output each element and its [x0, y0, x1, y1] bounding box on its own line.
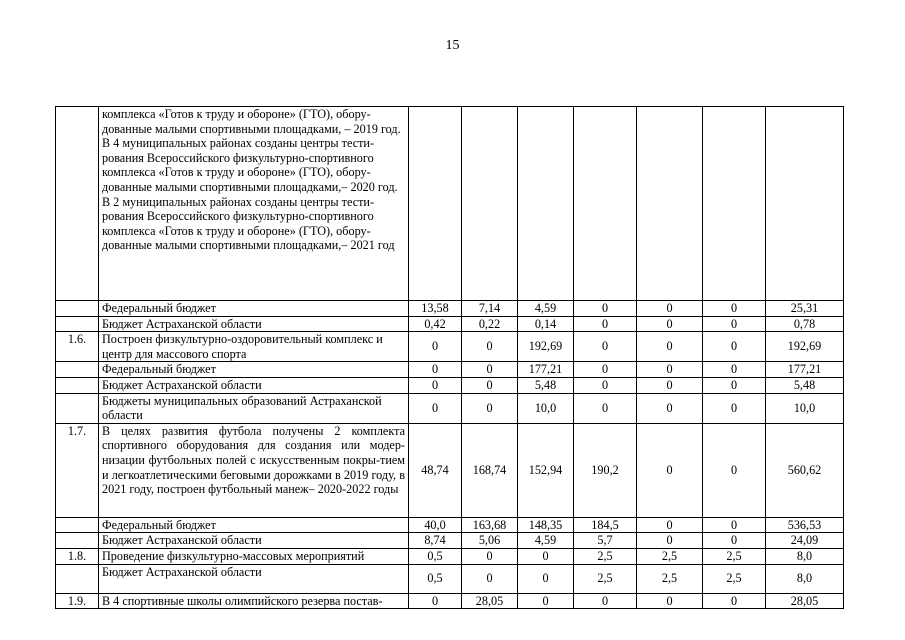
row-index — [56, 301, 99, 317]
row-index — [56, 377, 99, 393]
value-cell: 0 — [637, 377, 703, 393]
value-cell: 0 — [637, 423, 703, 517]
row-index: 1.7. — [56, 423, 99, 517]
value-cell: 0 — [703, 517, 766, 533]
value-cell: 0,78 — [766, 316, 844, 332]
value-cell: 2,5 — [574, 564, 637, 593]
value-cell: 0 — [637, 332, 703, 362]
value-cell: 0 — [703, 332, 766, 362]
value-cell: 0 — [703, 593, 766, 609]
row-description: Бюджет Астраханской области — [99, 316, 409, 332]
value-cell: 0 — [637, 316, 703, 332]
row-index: 1.9. — [56, 593, 99, 609]
table-row — [56, 332, 844, 362]
value-cell: 148,35 — [518, 517, 574, 533]
value-cell: 560,62 — [766, 423, 844, 517]
value-cell — [409, 107, 462, 301]
value-cell: 0 — [574, 377, 637, 393]
value-cell: 0,5 — [409, 548, 462, 564]
value-cell: 2,5 — [574, 548, 637, 564]
value-cell: 536,53 — [766, 517, 844, 533]
row-description: В 4 спортивные школы олимпийского резерва постав- — [99, 593, 409, 609]
value-cell: 0 — [409, 593, 462, 609]
row-index: 1.8. — [56, 548, 99, 564]
table-row — [56, 301, 844, 317]
value-cell: 0 — [462, 548, 518, 564]
value-cell: 184,5 — [574, 517, 637, 533]
table-row — [56, 423, 844, 517]
value-cell: 0 — [703, 377, 766, 393]
table-row — [56, 533, 844, 549]
value-cell: 0 — [462, 332, 518, 362]
value-cell: 0 — [637, 533, 703, 549]
value-cell: 25,31 — [766, 301, 844, 317]
value-cell: 0 — [409, 393, 462, 423]
value-cell: 0 — [574, 316, 637, 332]
value-cell: 0 — [518, 548, 574, 564]
value-cell: 177,21 — [766, 362, 844, 378]
row-index — [56, 564, 99, 593]
row-description: Построен физкультурно-оздоровительный комплекс и центр для массового спорта — [99, 332, 409, 362]
value-cell: 0 — [703, 316, 766, 332]
value-cell: 4,59 — [518, 301, 574, 317]
value-cell: 0 — [703, 301, 766, 317]
row-index — [56, 393, 99, 423]
table-row — [56, 107, 844, 301]
value-cell: 0 — [637, 593, 703, 609]
value-cell: 0,5 — [409, 564, 462, 593]
row-index: 1.6. — [56, 332, 99, 362]
value-cell: 0 — [574, 393, 637, 423]
value-cell: 0 — [574, 332, 637, 362]
row-description: Бюджет Астраханской области — [99, 564, 409, 593]
value-cell — [703, 107, 766, 301]
table-row — [56, 548, 844, 564]
value-cell: 0 — [518, 593, 574, 609]
value-cell — [574, 107, 637, 301]
value-cell: 0 — [574, 362, 637, 378]
value-cell: 5,48 — [518, 377, 574, 393]
value-cell: 0,42 — [409, 316, 462, 332]
value-cell: 0 — [703, 362, 766, 378]
value-cell: 152,94 — [518, 423, 574, 517]
value-cell: 0 — [409, 332, 462, 362]
value-cell: 168,74 — [462, 423, 518, 517]
page-number: 15 — [445, 38, 460, 53]
row-description: Федеральный бюджет — [99, 362, 409, 378]
value-cell: 0 — [637, 517, 703, 533]
value-cell: 190,2 — [574, 423, 637, 517]
value-cell: 0,14 — [518, 316, 574, 332]
value-cell: 8,0 — [766, 564, 844, 593]
value-cell: 5,7 — [574, 533, 637, 549]
value-cell: 48,74 — [409, 423, 462, 517]
value-cell: 177,21 — [518, 362, 574, 378]
value-cell: 4,59 — [518, 533, 574, 549]
value-cell: 28,05 — [462, 593, 518, 609]
value-cell: 0 — [637, 393, 703, 423]
value-cell: 163,68 — [462, 517, 518, 533]
row-description: Федеральный бюджет — [99, 301, 409, 317]
value-cell: 2,5 — [703, 548, 766, 564]
value-cell: 0 — [409, 377, 462, 393]
value-cell: 0 — [703, 533, 766, 549]
value-cell: 2,5 — [703, 564, 766, 593]
row-index — [56, 316, 99, 332]
value-cell — [462, 107, 518, 301]
value-cell: 40,0 — [409, 517, 462, 533]
value-cell: 0,22 — [462, 316, 518, 332]
table-row — [56, 393, 844, 423]
row-description: Федеральный бюджет — [99, 517, 409, 533]
value-cell: 13,58 — [409, 301, 462, 317]
value-cell: 5,48 — [766, 377, 844, 393]
table-row — [56, 316, 844, 332]
value-cell: 0 — [703, 393, 766, 423]
row-description: Бюджет Астраханской области — [99, 377, 409, 393]
value-cell: 5,06 — [462, 533, 518, 549]
value-cell: 2,5 — [637, 564, 703, 593]
row-index — [56, 107, 99, 301]
value-cell: 0 — [462, 393, 518, 423]
value-cell: 8,0 — [766, 548, 844, 564]
row-index — [56, 533, 99, 549]
value-cell: 0 — [409, 362, 462, 378]
table-row — [56, 593, 844, 609]
value-cell: 0 — [518, 564, 574, 593]
value-cell: 0 — [637, 362, 703, 378]
value-cell: 0 — [462, 377, 518, 393]
value-cell: 192,69 — [518, 332, 574, 362]
row-description: Проведение физкультурно-массовых мероприятий — [99, 548, 409, 564]
table-row — [56, 377, 844, 393]
value-cell: 192,69 — [766, 332, 844, 362]
row-description: комплекса «Готов к труду и обороне» (ГТО), обору-дованные малыми спортивными площадками, – 2019 год. В 4 муниципальных районах созданы центры тести-рования Всероссийского физкультурно-спортивного комплекса «Готов к труду и обороне» (ГТО), обору-дованные малыми спортивными площадками,– 2020 год. В 2 муниципальных районах созданы центры тести-рования Всероссийского физкультурно-спортивного комплекса «Готов к труду и обороне» (ГТО), обору-дованные малыми спортивными площадками,– 2021 год — [99, 107, 409, 301]
budget-table — [55, 106, 844, 609]
value-cell: 0 — [703, 423, 766, 517]
value-cell: 0 — [462, 362, 518, 378]
value-cell: 8,74 — [409, 533, 462, 549]
value-cell: 28,05 — [766, 593, 844, 609]
row-description: Бюджет Астраханской области — [99, 533, 409, 549]
value-cell: 0 — [574, 301, 637, 317]
value-cell: 10,0 — [518, 393, 574, 423]
row-description: В целях развития футбола получены 2 комплекта спортивного оборудования для создания или модер-низации футбольных полей с искусственным покры-тием и легкоатлетическими беговыми дорожками в 2019 году, в 2021 году, построен футбольный манеж– 2020-2022 годы — [99, 423, 409, 517]
value-cell: 0 — [462, 564, 518, 593]
value-cell — [518, 107, 574, 301]
value-cell: 0 — [637, 301, 703, 317]
table-row — [56, 517, 844, 533]
value-cell: 24,09 — [766, 533, 844, 549]
value-cell: 2,5 — [637, 548, 703, 564]
value-cell — [637, 107, 703, 301]
row-index — [56, 517, 99, 533]
value-cell: 7,14 — [462, 301, 518, 317]
table-row — [56, 564, 844, 593]
row-description: Бюджеты муниципальных образований Астраханской области — [99, 393, 409, 423]
value-cell — [766, 107, 844, 301]
value-cell: 0 — [574, 593, 637, 609]
table-row — [56, 362, 844, 378]
value-cell: 10,0 — [766, 393, 844, 423]
row-index — [56, 362, 99, 378]
